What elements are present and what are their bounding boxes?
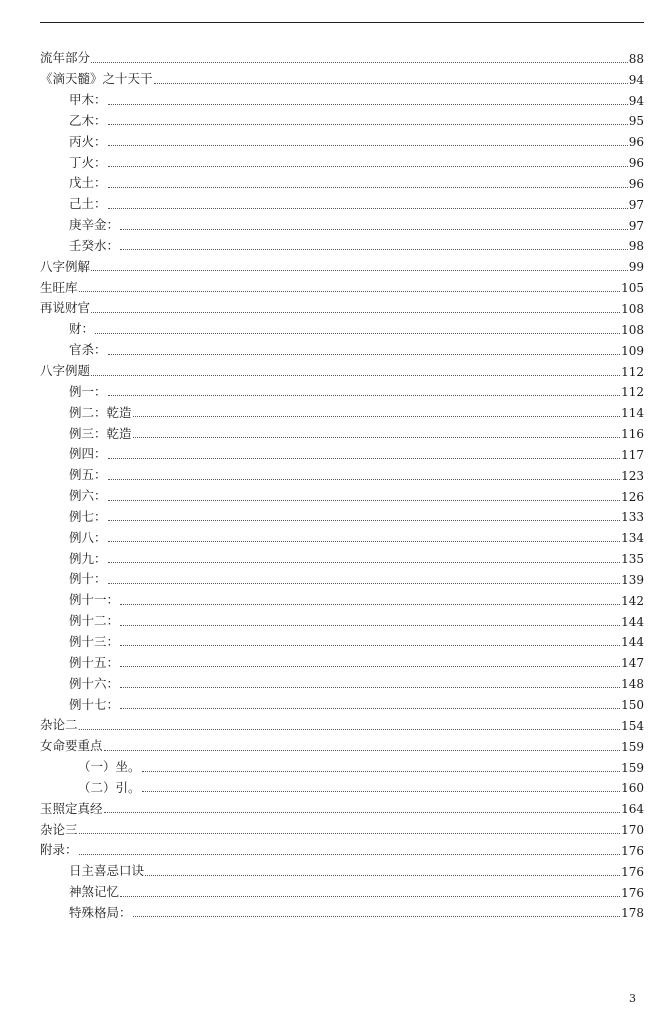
- toc-entry-page: 135: [621, 552, 644, 567]
- toc-entry[interactable]: [40, 211, 644, 232]
- toc-entry[interactable]: [40, 107, 644, 128]
- dot-leader: [108, 562, 621, 563]
- dot-leader: [108, 104, 628, 105]
- toc-entry-title: 生旺库: [40, 279, 78, 295]
- dot-leader: [120, 625, 620, 626]
- toc-entry-page: 109: [621, 343, 644, 358]
- toc-entry-title: 例十二：: [69, 613, 120, 629]
- toc-entry-page: 123: [621, 468, 644, 483]
- toc-entry-title: 特殊格局：: [69, 904, 132, 920]
- toc-entry[interactable]: [40, 482, 644, 503]
- toc-entry-title: 附录：: [40, 842, 78, 858]
- toc-entry-page: 108: [621, 322, 644, 337]
- dot-leader: [108, 583, 621, 584]
- dot-leader: [108, 145, 628, 146]
- dot-leader: [108, 520, 621, 521]
- toc-entry-page: 105: [621, 281, 644, 296]
- dot-leader: [142, 771, 621, 772]
- dot-leader: [79, 291, 621, 292]
- toc-entry-title: （一）坐。: [78, 759, 141, 775]
- dot-leader: [120, 229, 628, 230]
- dot-leader: [145, 875, 620, 876]
- toc-entry-title: 例八：: [69, 529, 107, 545]
- toc-entry-page: 142: [621, 593, 644, 608]
- toc-entry[interactable]: [40, 190, 644, 211]
- dot-leader: [133, 916, 621, 917]
- toc-entry-title: 神煞记忆: [69, 884, 120, 900]
- dot-leader: [120, 687, 620, 688]
- toc-entry-page: 112: [621, 385, 644, 400]
- toc-entry-title: 例十六：: [69, 675, 120, 691]
- toc-entry[interactable]: [40, 815, 644, 836]
- toc-entry-page: 112: [621, 364, 644, 379]
- toc-entry[interactable]: [40, 419, 644, 440]
- toc-entry-title: 八字例解: [40, 258, 91, 274]
- dot-leader: [120, 896, 620, 897]
- toc-entry-page: 97: [628, 218, 644, 233]
- toc-entry[interactable]: [40, 523, 644, 544]
- toc-entry-title: 例二：乾造: [69, 404, 132, 420]
- toc-entry-page: 126: [621, 489, 644, 504]
- toc-entry-title: 例十一：: [69, 592, 120, 608]
- toc-entry-page: 150: [621, 698, 644, 712]
- toc-entry[interactable]: [40, 232, 644, 253]
- toc-entry-page: 176: [621, 843, 644, 858]
- toc-entry-title: 例七：: [69, 508, 107, 524]
- toc-entry-title: 例十五：: [69, 654, 120, 670]
- toc-entry[interactable]: [40, 148, 644, 169]
- dot-leader: [95, 333, 620, 334]
- toc-entry-title: 例四：: [69, 446, 107, 462]
- toc-entry-page: 148: [621, 677, 644, 692]
- dot-leader: [108, 208, 628, 209]
- toc-entry[interactable]: [40, 86, 644, 107]
- toc-entry[interactable]: [40, 899, 644, 920]
- toc-entry-page: 176: [621, 864, 644, 879]
- toc-entry[interactable]: [40, 378, 644, 399]
- toc-entry-title: 财：: [69, 321, 95, 337]
- toc-entry-title: 例一：: [69, 383, 107, 399]
- dot-leader: [133, 416, 621, 417]
- toc-entry[interactable]: [40, 711, 644, 732]
- header-rule: [40, 22, 644, 23]
- toc-entry-title: 壬癸水：: [69, 237, 120, 253]
- toc-entry-page: 133: [621, 510, 644, 525]
- toc-entry[interactable]: [40, 336, 644, 357]
- dot-leader: [104, 812, 621, 813]
- toc-entry-page: 139: [621, 572, 644, 587]
- dot-leader: [104, 750, 621, 751]
- dot-leader: [120, 645, 620, 646]
- dot-leader: [91, 62, 628, 63]
- dot-leader: [79, 854, 621, 855]
- dot-leader: [120, 249, 628, 250]
- toc-entry-title: （二）引。: [78, 779, 141, 795]
- dot-leader: [108, 124, 628, 125]
- toc-entry[interactable]: [40, 461, 644, 482]
- dot-leader: [79, 729, 621, 730]
- toc-entry-page: 159: [621, 760, 644, 775]
- dot-leader: [154, 83, 628, 84]
- table-of-contents: [40, 44, 644, 919]
- toc-entry-page: 134: [621, 531, 644, 546]
- toc-entry-page: 116: [621, 427, 644, 442]
- toc-entry-page: 95: [628, 114, 644, 129]
- toc-entry[interactable]: [40, 65, 644, 86]
- toc-entry[interactable]: [40, 607, 644, 628]
- toc-entry-page: 98: [628, 239, 644, 254]
- toc-entry[interactable]: [40, 586, 644, 607]
- toc-entry-page: 108: [621, 301, 644, 316]
- toc-entry[interactable]: [40, 357, 644, 378]
- toc-entry-page: 164: [621, 802, 644, 817]
- dot-leader: [108, 395, 621, 396]
- toc-entry-title: 例十三：: [69, 633, 120, 649]
- toc-entry-page: 96: [628, 135, 644, 150]
- dot-leader: [120, 604, 620, 605]
- toc-entry-title: 己土：: [69, 196, 107, 212]
- toc-entry-page: 97: [628, 197, 644, 212]
- toc-entry-page: 178: [621, 906, 644, 921]
- dot-leader: [108, 354, 621, 355]
- toc-entry[interactable]: [40, 565, 644, 586]
- toc-entry-title: 女命要重点: [40, 738, 103, 754]
- toc-entry-page: 144: [621, 614, 644, 629]
- toc-entry[interactable]: [40, 252, 644, 273]
- toc-entry-title: 官杀：: [69, 342, 107, 358]
- toc-entry-page: 94: [628, 72, 644, 87]
- toc-entry-title: 流年部分: [40, 50, 91, 66]
- toc-entry-title: 杂论三: [40, 821, 78, 837]
- toc-entry[interactable]: [40, 732, 644, 753]
- dot-leader: [108, 479, 621, 480]
- dot-leader: [142, 791, 621, 792]
- toc-entry[interactable]: [40, 544, 644, 565]
- toc-entry[interactable]: [40, 878, 644, 899]
- toc-entry-page: 99: [628, 260, 644, 275]
- toc-entry-title: 例五：: [69, 467, 107, 483]
- toc-entry[interactable]: [40, 127, 644, 148]
- dot-leader: [91, 270, 628, 271]
- toc-entry-title: 丙火：: [69, 133, 107, 149]
- toc-entry[interactable]: [40, 753, 644, 774]
- toc-entry[interactable]: [40, 857, 644, 878]
- dot-leader: [108, 166, 628, 167]
- toc-entry[interactable]: [40, 690, 644, 711]
- toc-entry-title: 丁火：: [69, 154, 107, 170]
- dot-leader: [120, 666, 620, 667]
- dot-leader: [108, 187, 628, 188]
- toc-entry-title: 例六：: [69, 488, 107, 504]
- toc-entry-title: 乙木：: [69, 112, 107, 128]
- toc-entry-title: 八字例题: [40, 363, 91, 378]
- toc-entry-title: 甲木：: [69, 92, 107, 108]
- toc-entry-title: 玉照定真经: [40, 800, 103, 816]
- dot-leader: [108, 500, 621, 501]
- toc-entry[interactable]: [40, 398, 644, 419]
- toc-entry[interactable]: [40, 169, 644, 190]
- toc-entry[interactable]: [40, 294, 644, 315]
- toc-entry-title: 例十：: [69, 571, 107, 587]
- toc-entry-page: 159: [621, 739, 644, 754]
- toc-entry-title: 日主喜忌口诀: [69, 863, 145, 879]
- dot-leader: [133, 437, 621, 438]
- toc-entry[interactable]: [40, 648, 644, 669]
- dot-leader: [91, 375, 620, 376]
- toc-entry-page: 114: [621, 406, 644, 421]
- dot-leader: [91, 312, 620, 313]
- toc-entry-title: 庚辛金：: [69, 217, 120, 233]
- toc-entry[interactable]: [40, 315, 644, 336]
- toc-entry-page: 160: [621, 781, 644, 796]
- toc-entry-page: 117: [621, 447, 644, 462]
- toc-entry[interactable]: [40, 836, 644, 857]
- toc-entry-title: 杂论二: [40, 717, 78, 733]
- dot-leader: [108, 458, 621, 459]
- toc-entry-page: 94: [628, 93, 644, 108]
- toc-entry[interactable]: [40, 44, 644, 65]
- toc-entry-page: 147: [621, 656, 644, 671]
- toc-entry-page: 170: [621, 823, 644, 838]
- dot-leader: [79, 833, 621, 834]
- toc-entry-title: 《滴天髓》之十天干: [40, 71, 153, 87]
- toc-entry[interactable]: [40, 774, 644, 795]
- toc-entry-page: 96: [628, 156, 644, 171]
- toc-entry[interactable]: [40, 794, 644, 815]
- toc-entry-page: 96: [628, 176, 644, 191]
- toc-entry-title: 例三：乾造: [69, 425, 132, 441]
- toc-entry[interactable]: [40, 273, 644, 294]
- page-number: 3: [629, 992, 636, 1005]
- toc-entry[interactable]: [40, 503, 644, 524]
- toc-entry[interactable]: [40, 669, 644, 690]
- toc-entry-page: 144: [621, 635, 644, 650]
- toc-entry-title: 例十七：: [69, 696, 120, 712]
- toc-entry-page: 176: [621, 885, 644, 900]
- toc-entry-title: 再说财官: [40, 300, 91, 316]
- toc-entry-page: 88: [628, 51, 644, 66]
- dot-leader: [108, 541, 621, 542]
- toc-entry[interactable]: [40, 440, 644, 461]
- toc-entry[interactable]: [40, 628, 644, 649]
- toc-entry-title: 例九：: [69, 550, 107, 566]
- toc-entry-title: 戊土：: [69, 175, 107, 191]
- dot-leader: [120, 708, 620, 709]
- toc-entry-page: 154: [621, 718, 644, 733]
